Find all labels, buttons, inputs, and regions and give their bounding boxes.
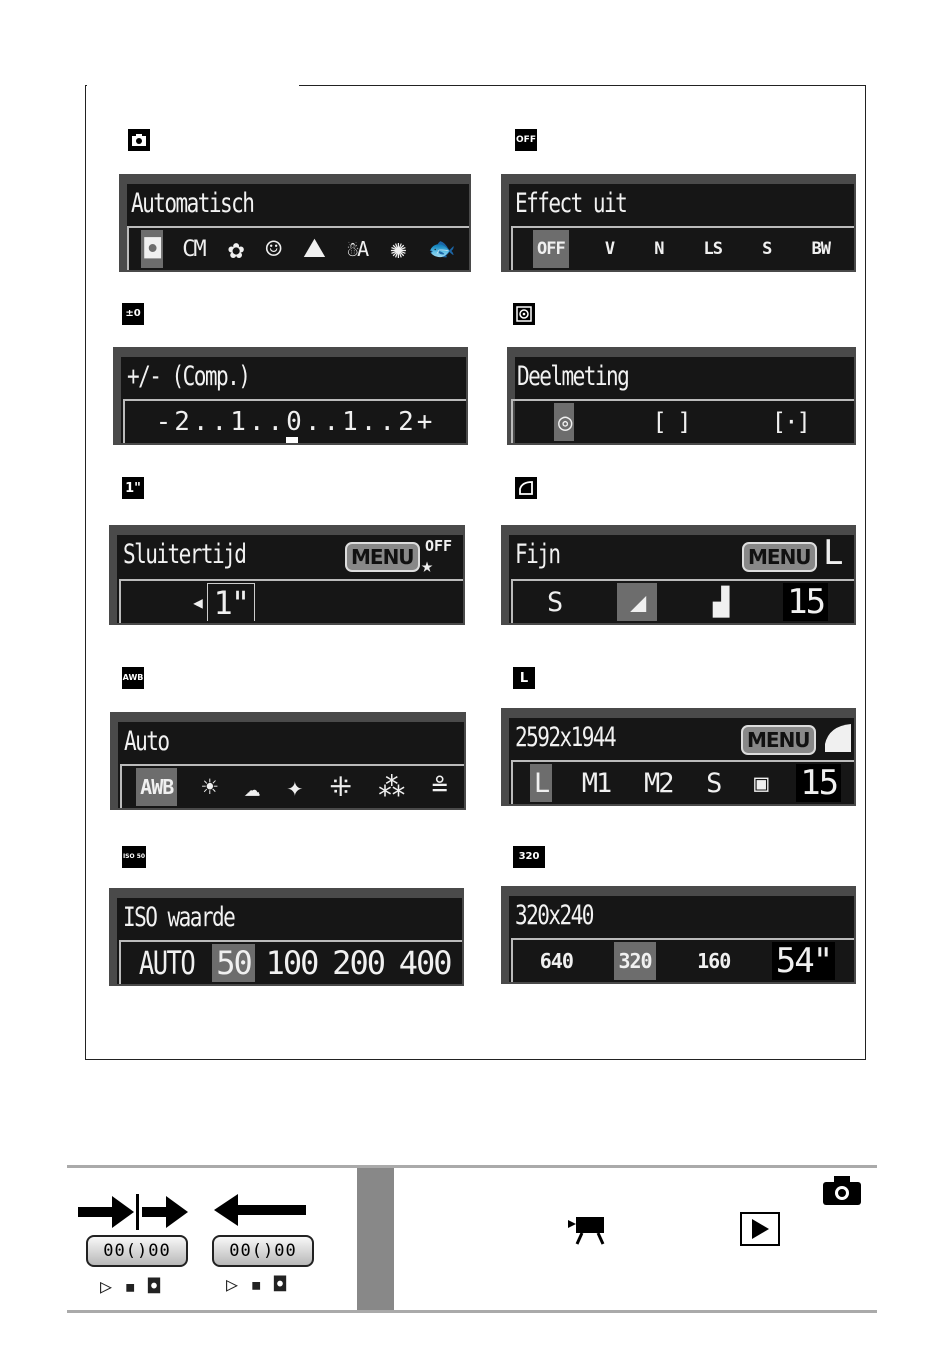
medium1-option[interactable]: M1 (581, 767, 611, 799)
shutter-menu-button[interactable]: MENU (345, 542, 420, 572)
iso-50-option[interactable]: 50 (212, 944, 255, 982)
awb-option[interactable]: AWB (136, 768, 177, 806)
tungsten-option[interactable]: ✦ (286, 771, 302, 803)
postcard-option[interactable]: ▣ (754, 769, 767, 797)
spot-metering-icon (513, 303, 535, 325)
slide-left-arrow-icon (214, 1190, 306, 1234)
underwater-mode-option[interactable]: 🐟 (427, 236, 454, 262)
fine-quality-icon (823, 722, 853, 758)
bottom-top-rule (67, 1165, 877, 1168)
movie-resolution-icon: 320 (513, 846, 545, 868)
quality-icon (515, 477, 537, 499)
star-icon: ★ (421, 553, 434, 577)
iso-panel (109, 888, 464, 986)
large-option[interactable]: L (530, 764, 552, 802)
fireworks-mode-option[interactable]: ✺ (390, 233, 405, 265)
center-metering-option[interactable]: [·] (771, 408, 810, 436)
kids-mode-option[interactable]: ☃A (347, 237, 368, 261)
macro-mode-option[interactable]: ✿ (227, 233, 243, 265)
quality-panel (501, 525, 856, 625)
white-balance-icon: AWB (122, 667, 144, 689)
small-option[interactable]: S (706, 767, 721, 799)
size-indicator: L (823, 533, 844, 573)
effect-panel (501, 174, 856, 272)
resolution-panel (501, 708, 856, 806)
shutter-speed-icon: 1" (122, 477, 144, 499)
exposure-comp-icon: ±0 (122, 303, 144, 325)
quality-menu-button[interactable]: MENU (742, 542, 817, 572)
resolution-menu-button[interactable]: MENU (741, 725, 816, 755)
movie-title: 320x240 (515, 900, 593, 931)
shutter-title: Sluitertijd (123, 539, 246, 570)
resolution-icon: L (513, 667, 535, 689)
metering-title: Deelmeting (517, 361, 629, 392)
grey-side-block (357, 1168, 394, 1310)
shutter-value[interactable]: 1" (207, 583, 255, 621)
iso-200-option[interactable]: 200 (332, 944, 384, 982)
normal-option[interactable]: ▟ (712, 586, 728, 618)
shots-remaining: 15 (783, 583, 828, 621)
mode-labels-right: ▷ ▪ ◘ (226, 1272, 287, 1296)
iso-400-option[interactable]: 400 (398, 944, 451, 982)
white-balance-title: Auto (124, 726, 169, 757)
movie-time-remaining: 54" (772, 942, 835, 980)
camera-icon (128, 129, 150, 151)
quality-title: Fijn (515, 539, 560, 570)
frame-title-gap (87, 82, 299, 88)
daylight-option[interactable]: ☀ (201, 771, 216, 803)
effect-lowsharp-option[interactable]: LS (703, 239, 723, 259)
long-shutter-off-badge: OFF (425, 537, 453, 555)
exposure-title: +/- (Comp.) (127, 361, 250, 392)
decrease-arrow-icon[interactable]: ◀ (193, 592, 201, 612)
effect-off-option[interactable]: OFF (533, 230, 569, 268)
white-balance-panel (110, 712, 466, 810)
iso-auto-option[interactable]: AUTO (139, 944, 195, 982)
auto-mode-option[interactable]: ◘ (141, 230, 163, 268)
bottom-camera-icon (822, 1174, 862, 1210)
resolution-shots-remaining: 15 (796, 764, 841, 802)
cloudy-option[interactable]: ☁ (244, 771, 259, 803)
movie-640-option[interactable]: 640 (539, 949, 573, 973)
effect-off-icon: OFF (515, 129, 537, 151)
slide-right-arrow-icon (78, 1192, 190, 1236)
effect-vivid-option[interactable]: V (604, 239, 615, 259)
shooting-mode-panel (119, 174, 471, 272)
medium2-option[interactable]: M2 (643, 767, 673, 799)
movie-panel (501, 886, 856, 984)
metering-panel (507, 347, 856, 445)
movie-320-option[interactable]: 320 (614, 942, 655, 980)
landscape-mode-option[interactable]: ⛰ (303, 233, 324, 264)
shutter-panel (109, 525, 465, 625)
mode-labels-left: ▷ ▪ ◘ (100, 1274, 161, 1298)
spot-metering-option[interactable]: ◎ (554, 403, 574, 441)
portrait-mode-option[interactable]: ☺ (265, 233, 280, 265)
bottom-play-icon (740, 1212, 780, 1246)
evaluative-metering-option[interactable]: [ ] (652, 408, 690, 436)
custom-mode-option[interactable]: CM (182, 236, 205, 262)
movie-160-option[interactable]: 160 (697, 949, 731, 973)
resolution-title: 2592x1944 (515, 722, 616, 753)
superfine-option[interactable]: S (546, 586, 562, 618)
exposure-panel (113, 347, 468, 445)
effect-bw-option[interactable]: BW (811, 239, 830, 259)
custom-wb-option[interactable]: ≗ (431, 771, 446, 803)
bottom-movie-icon (566, 1214, 606, 1250)
exposure-scale[interactable]: -2..1..0..1..2+ (155, 407, 436, 437)
iso-icon: ISO 50 (122, 846, 146, 868)
mode-dial-left[interactable]: 00()00 (86, 1235, 188, 1267)
exposure-marker (286, 437, 298, 443)
fine-option[interactable]: ◢ (617, 583, 657, 621)
fluorescent-h-option[interactable]: ⁂ (378, 771, 404, 803)
effect-title: Effect uit (515, 188, 627, 219)
iso-title: ISO waarde (123, 902, 235, 933)
mode-dial-right[interactable]: 00()00 (212, 1235, 314, 1267)
shooting-mode-title: Automatisch (131, 188, 254, 219)
bottom-bottom-rule (67, 1310, 877, 1313)
effect-neutral-option[interactable]: N (654, 239, 664, 259)
effect-sepia-option[interactable]: S (762, 239, 772, 259)
fluorescent-option[interactable]: ⁜ (329, 771, 350, 803)
iso-100-option[interactable]: 100 (265, 944, 318, 982)
